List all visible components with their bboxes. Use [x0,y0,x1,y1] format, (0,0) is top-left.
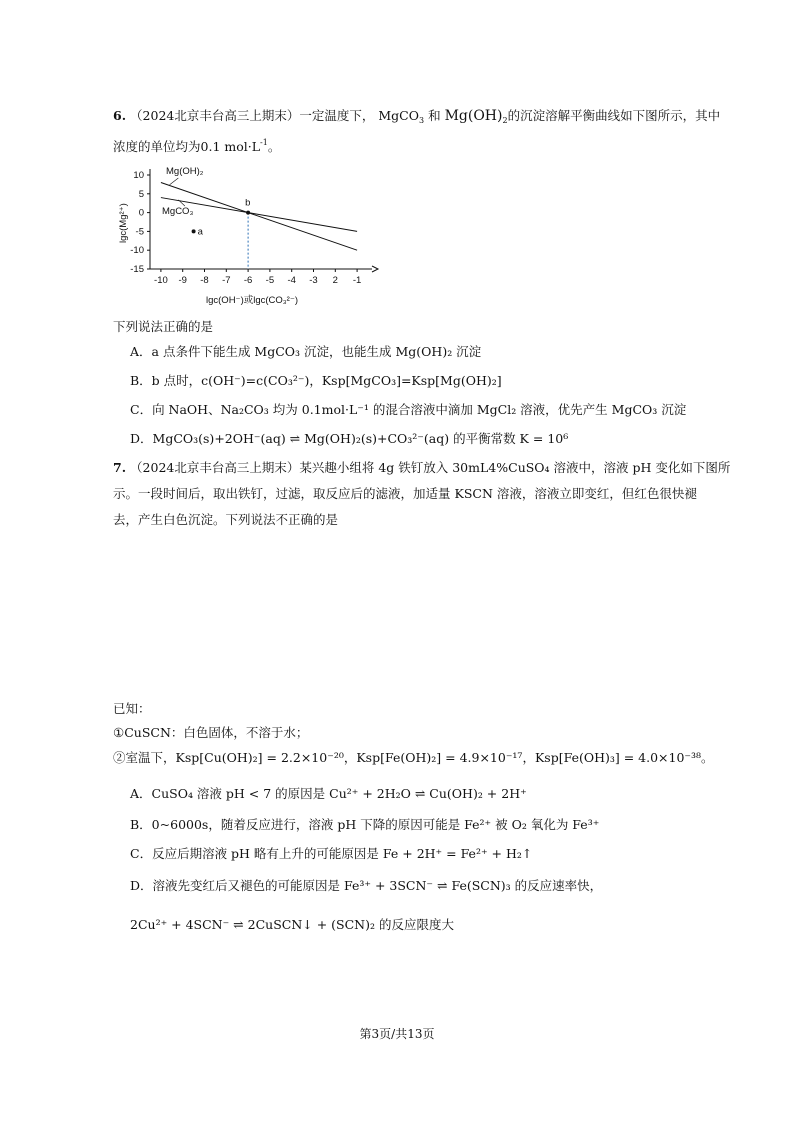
y-tick-label: -5 [135,226,144,238]
point-a [192,229,196,233]
x-tick-label: -1 [352,275,362,286]
q6-prompt: 下列说法正确的是 [113,319,214,334]
q6-stem-b: 的沉淀溶解平衡曲线如下图所示，其中 [507,108,721,123]
q6-option-c: C．向 NaOH、Na₂CO₃ 均为 0.1mol·L⁻¹ 的混合溶液中滴加 MgCl₂ 溶液，优先产生 MgCO₃ 沉淀 [130,402,687,417]
q7-line2: 示。一段时间后，取出铁钉，过滤，取反应后的滤液，加适量 KSCN 溶液，溶液立即变红，但红色很快褪 [113,486,697,501]
x-tick-label: 2 [332,275,338,286]
x-tick-label: -4 [287,275,296,286]
q6-number: 6. [113,108,127,123]
x-tick-label: -3 [309,275,318,286]
q7-number: 7. [113,460,127,475]
q7-line1 [113,459,730,477]
x-ticks [154,269,361,286]
solubility-chart [110,158,380,308]
q6-and: 和 [428,108,441,123]
q6-unit: 0.1 $mol\cdot L^{-1}$ [200,138,268,154]
q6-source: （2024北京丰台高三上期末） [130,108,300,123]
y-tick-label: 0 [138,207,144,219]
q6-line2-a: 浓度的单位均为 [113,139,201,154]
point-label-a: a [197,226,203,238]
q6-option-d: D．MgCO₃(s)+2OH⁻(aq) ⇌ Mg(OH)₂(s)+CO₃²⁻(aq) 的平衡常数 K = 10⁶ [130,431,569,446]
q7-known-2: ②室温下，Ksp[Cu(OH)₂] = 2.2×10⁻²⁰，Ksp[Fe(OH)₂] = 4.9×10⁻¹⁷，Ksp[Fe(OH)₃] = 4.0×10⁻³⁸。 [113,750,714,765]
label-leader-mgoh2 [170,178,179,185]
q7-option-a: A．CuSO₄ 溶液 pH < 7 的原因是 Cu²⁺ + 2H₂O ⇌ Cu(OH)₂ + 2H⁺ [130,786,527,801]
y-tick-label: 5 [138,188,144,200]
q6-line2 [113,134,280,156]
q7-option-b: B．0~6000s，随着反应进行，溶液 pH 下降的原因可能是 Fe²⁺ 被 O₂ 氧化为 Fe³⁺ [130,817,600,832]
q6-line2-b: 。 [267,139,281,154]
chart-axes [150,169,378,272]
x-tick-label: -7 [222,275,231,286]
y-axis-label: lgc(Mg²⁺) [118,203,129,243]
x-axis-label: lgc(OH⁻)或lgc(CO₃²⁻) [206,295,299,306]
chart-series [161,178,357,269]
x-axis-arrow [372,266,378,272]
x-tick-label: -5 [265,275,275,286]
y-tick-label: -10 [130,245,144,257]
q6-option-b: B．b 点时，c(OH⁻)=c(CO₃²⁻)，Ksp[MgCO₃]=Ksp[Mg(OH)₂] [130,373,502,388]
x-tick-label: -9 [178,275,187,286]
series-label-mgco3: MgCO₃ [162,206,194,217]
point-b [246,211,250,215]
q7-known-title: 已知： [113,701,151,716]
q6-option-a: A．a 点条件下能生成 MgCO₃ 沉淀，也能生成 Mg(OH)₂ 沉淀 [130,344,482,359]
q6-compound1: MgCO$_3$ [378,108,425,125]
q7-line1-text: （2024北京丰台高三上期末）某兴趣小组将 4g 铁钉放入 30mL4%CuSO₄ 溶液中，溶液 pH 变化如下图所 [130,460,731,475]
q7-option-d: D．溶液先变红后又褪色的可能原因是 Fe³⁺ + 3SCN⁻ ⇌ Fe(SCN)₃ 的反应速率快， [130,878,603,893]
q7-option-c: C．反应后期溶液 pH 略有上升的可能原因是 Fe + 2H⁺ = Fe²⁺ + H₂↑ [130,846,533,861]
y-tick-label: 10 [133,170,144,181]
q6-stem-a: 一定温度下， [299,108,375,123]
q7-option-d-cont: 2Cu²⁺ + 4SCN⁻ ⇌ 2CuSCN↓ + (SCN)₂ 的反应限度大 [130,917,454,932]
x-tick-label: -10 [154,275,168,286]
x-tick-label: -8 [200,275,209,286]
series-label-mgoh2: Mg(OH)₂ [166,166,204,177]
q7-line3: 去，产生白色沉淀。下列说法不正确的是 [113,512,339,527]
x-tick-label: -6 [243,275,253,286]
page-footer: 第3页/共13页 [359,1027,435,1041]
y-tick-label: -15 [130,264,144,275]
q6-compound2: $Mg(OH)_2$ [444,108,508,125]
q6-line1 [113,107,720,130]
q7-known-1: ①CuSCN：白色固体，不溶于水； [113,725,309,740]
y-ticks [130,170,150,275]
point-label-b: b [245,197,251,209]
